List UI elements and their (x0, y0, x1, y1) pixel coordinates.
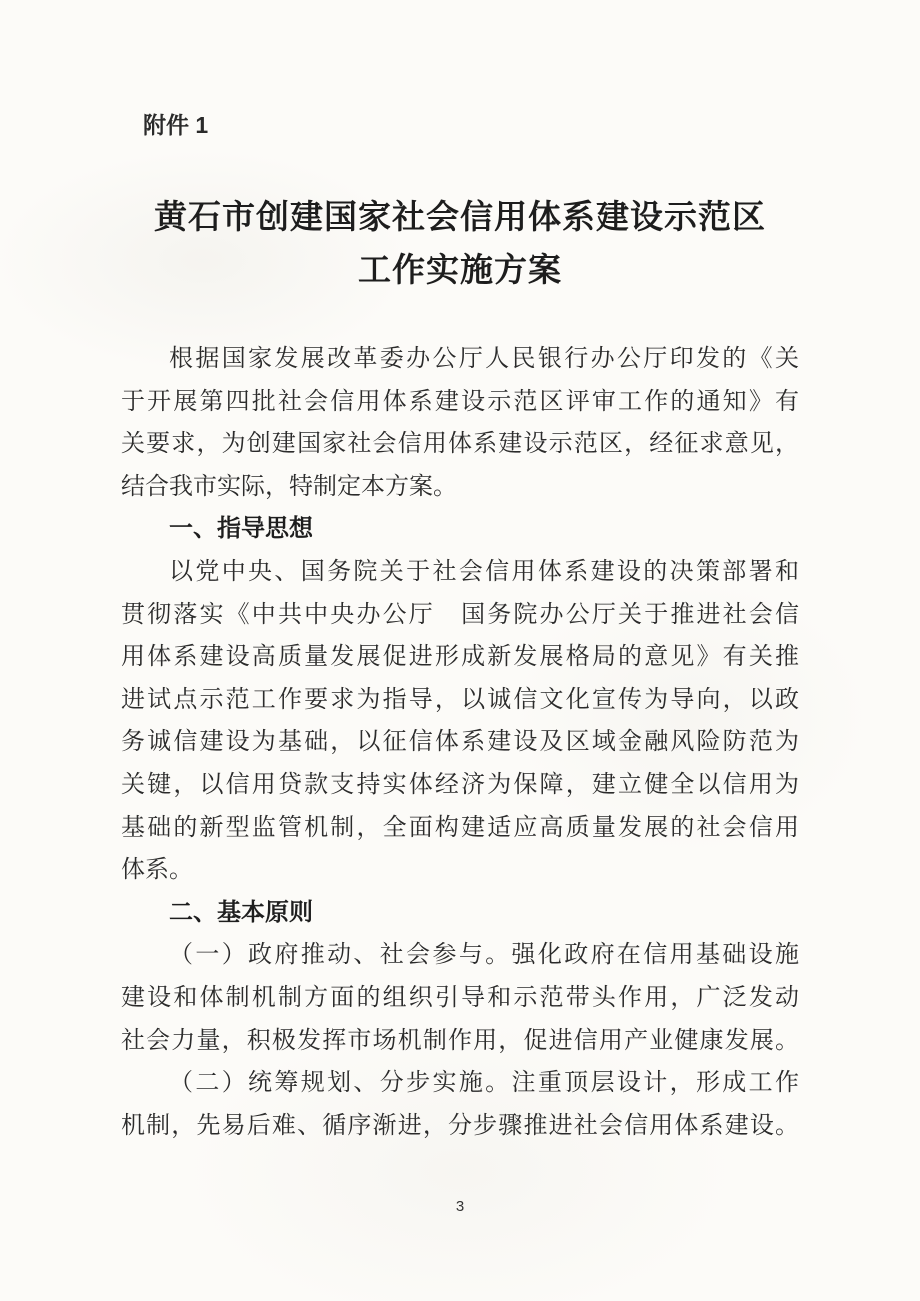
page-number: 3 (455, 1198, 465, 1215)
document-title (0, 192, 920, 298)
body-line: （二）统筹规划、分步实施。注重顶层设计，形成工作 (169, 1070, 799, 1097)
body-line: 基础的新型监管机制，全面构建适应高质量发展的社会信用 (121, 814, 799, 841)
body-line: 用体系建设高质量发展促进形成新发展格局的意见》有关推 (121, 644, 799, 671)
body-line: 关键，以信用贷款支持实体经济为保障，建立健全以信用为 (121, 771, 799, 798)
title-line-2: 工作实施方案 (358, 253, 562, 289)
body-line: 于开展第四批社会信用体系建设示范区评审工作的通知》有 (121, 388, 799, 415)
body-line: 以党中央、国务院关于社会信用体系建设的决策部署和 (169, 558, 799, 585)
section-heading: 二、基本原则 (169, 898, 313, 926)
body-line: 机制，先易后难、循序渐进，分步骤推进社会信用体系建设。 (121, 1112, 799, 1139)
body-line: 关要求，为创建国家社会信用体系建设示范区，经征求意见， (121, 431, 799, 458)
body-line: 进试点示范工作要求为指导，以诚信文化宣传为导向，以政 (121, 686, 799, 713)
body-line: 根据国家发展改革委办公厅人民银行办公厅印发的《关 (169, 346, 799, 372)
body-line: 建设和体制机制方面的组织引导和示范带头作用，广泛发动 (121, 984, 799, 1011)
body-line: 社会力量，积极发挥市场机制作用，促进信用产业健康发展。 (121, 1027, 799, 1054)
body-line: 结合我市实际，特制定本方案。 (121, 473, 457, 500)
attachment-label: 附件 1 (143, 112, 209, 138)
section-heading: 一、指导思想 (169, 515, 313, 543)
body-line: 体系。 (121, 857, 193, 884)
body-line: 贯彻落实《中共中央办公厅 国务院办公厅关于推进社会信 (121, 601, 799, 628)
title-line-1: 黄石市创建国家社会信用体系建设示范区 (154, 200, 766, 236)
document-body (121, 338, 799, 1147)
body-line: （一）政府推动、社会参与。强化政府在信用基础设施 (169, 942, 799, 969)
body-line: 务诚信建设为基础，以征信体系建设及区域金融风险防范为 (121, 729, 799, 756)
